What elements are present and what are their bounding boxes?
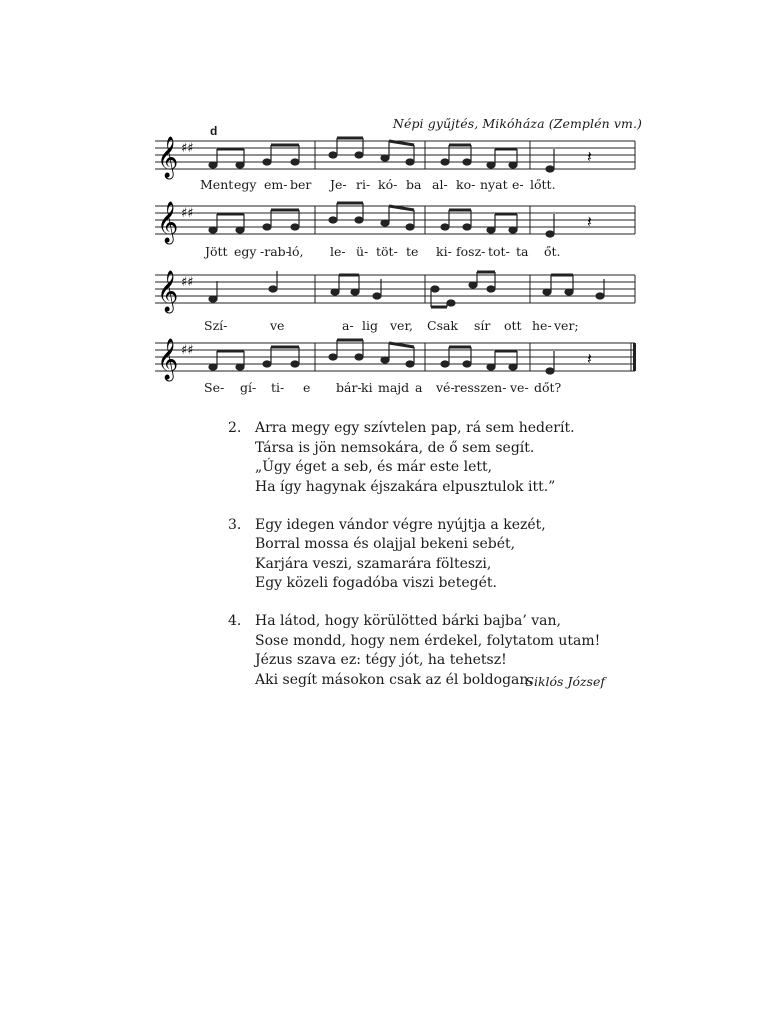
lyric-syllable: ü- bbox=[356, 244, 369, 259]
lyric-syllable: töt- bbox=[376, 244, 398, 259]
lyric-syllable: dőt? bbox=[534, 380, 562, 395]
verse-line: Aki segít másokon csak az él boldogan. bbox=[255, 671, 533, 688]
lyric-syllable: Csak bbox=[427, 318, 459, 333]
lyric-syllable: gí- bbox=[240, 380, 257, 395]
verses bbox=[228, 419, 648, 709]
staff-lines bbox=[155, 275, 635, 303]
quarter-rest-icon: 𝄽 bbox=[587, 349, 592, 368]
treble-clef-icon: 𝄞 bbox=[157, 271, 179, 312]
music-staff-3 bbox=[155, 269, 640, 313]
author-signature: Siklós József bbox=[525, 674, 605, 689]
source-attribution: Népi gyűjtés, Mikóháza (Zemplén vm.) bbox=[392, 116, 642, 131]
lyric-syllable: e- bbox=[512, 177, 524, 192]
staff-lines bbox=[155, 141, 635, 169]
lyric-syllable: ki bbox=[361, 380, 373, 395]
lyric-syllable: a- bbox=[342, 318, 354, 333]
key-letter: d bbox=[210, 124, 218, 138]
lyric-syllable: nyat bbox=[480, 177, 508, 192]
verse-line: Egy közeli fogadóba viszi betegét. bbox=[255, 575, 497, 591]
lyric-syllable: ló, bbox=[288, 244, 304, 259]
verse-line: Borral mossa és olajjal bekeni sebét, bbox=[255, 536, 516, 552]
music-staff-4 bbox=[155, 337, 640, 381]
lyric-syllable: Se- bbox=[204, 380, 225, 395]
key-signature-sharps: ♯♯ bbox=[181, 206, 194, 221]
verse-line: Ha így hagynak éjszakára elpusztulok itt.” bbox=[255, 478, 556, 495]
quarter-rest-icon: 𝄽 bbox=[587, 147, 592, 166]
verse-2 bbox=[228, 419, 648, 497]
lyric-syllable: Szí- bbox=[204, 318, 228, 333]
lyric-syllable: ber bbox=[290, 177, 312, 192]
key-signature-sharps: ♯♯ bbox=[181, 275, 194, 290]
verse-line: Társa is jön nemsokára, de ő sem segít. bbox=[255, 439, 535, 456]
verse-3 bbox=[228, 516, 648, 594]
lyric-syllable: le- bbox=[330, 244, 346, 259]
quarter-rest-icon: 𝄽 bbox=[587, 212, 592, 231]
lyric-syllable: em- bbox=[264, 177, 288, 192]
verse-line: Karjára veszi, szamarára fölteszi, bbox=[255, 555, 492, 572]
lyric-syllable: majd bbox=[378, 380, 410, 395]
treble-clef-icon: 𝄞 bbox=[157, 137, 179, 178]
verse-line: Egy idegen vándor végre nyújtja a kezét, bbox=[255, 516, 546, 533]
treble-clef-icon: 𝄞 bbox=[157, 202, 179, 243]
lyric-syllable: lig bbox=[362, 318, 378, 333]
lyrics-line-1 bbox=[160, 177, 640, 195]
lyric-syllable: ver, bbox=[390, 318, 414, 333]
lyric-syllable: egy bbox=[234, 244, 257, 259]
verse-line: „Úgy éget a seb, és már este lett, bbox=[255, 459, 493, 475]
treble-clef-icon: 𝄞 bbox=[157, 339, 179, 380]
lyric-syllable: Je- bbox=[330, 177, 347, 192]
lyric-syllable: resszen- bbox=[454, 380, 507, 395]
lyric-syllable: ko- bbox=[456, 177, 476, 192]
lyric-syllable: fosz- bbox=[456, 244, 486, 259]
lyric-syllable: ba bbox=[406, 177, 422, 192]
verse-number: 4. bbox=[228, 613, 242, 629]
lyric-syllable: ve bbox=[270, 318, 285, 333]
lyrics-line-2 bbox=[160, 244, 640, 262]
lyric-syllable: vé- bbox=[436, 380, 455, 395]
lyric-syllable: ver; bbox=[554, 318, 579, 333]
key-signature-sharps: ♯♯ bbox=[181, 343, 194, 358]
lyric-syllable: lőtt. bbox=[530, 177, 556, 192]
verse-number: 2. bbox=[228, 420, 242, 436]
music-staff-2 bbox=[155, 200, 640, 244]
lyrics-line-4 bbox=[160, 380, 640, 398]
lyric-syllable: ta bbox=[516, 244, 529, 259]
lyric-syllable: ri- bbox=[356, 177, 371, 192]
lyric-syllable: Ment bbox=[200, 177, 234, 192]
lyric-syllable: ve- bbox=[510, 380, 529, 395]
lyric-syllable: ki- bbox=[436, 244, 452, 259]
lyric-syllable: tot- bbox=[488, 244, 510, 259]
staff-lines bbox=[155, 343, 635, 371]
lyric-syllable: te bbox=[406, 244, 419, 259]
verse-line: Jézus szava ez: tégy jót, ha tehetsz! bbox=[255, 652, 507, 668]
lyric-syllable: -rab- bbox=[260, 244, 290, 259]
final-barline bbox=[633, 343, 636, 371]
lyric-syllable: al- bbox=[432, 177, 448, 192]
lyric-syllable: ott bbox=[504, 318, 522, 333]
music-staff-1 bbox=[155, 135, 640, 179]
key-signature-sharps: ♯♯ bbox=[181, 141, 194, 156]
lyric-syllable: a bbox=[415, 380, 423, 395]
lyric-syllable: ti- bbox=[271, 380, 285, 395]
verse-line: Arra megy egy szívtelen pap, rá sem hederít. bbox=[255, 420, 575, 436]
lyric-syllable: sír bbox=[474, 318, 491, 333]
verse-line: Sose mondd, hogy nem érdekel, folytatom utam! bbox=[255, 632, 601, 649]
lyric-syllable: e bbox=[303, 380, 311, 395]
staff-lines bbox=[155, 206, 635, 234]
lyric-syllable: he- bbox=[532, 318, 552, 333]
lyrics-line-3 bbox=[160, 318, 640, 336]
lyric-syllable: egy bbox=[234, 177, 257, 192]
lyric-syllable: Jött bbox=[205, 244, 228, 259]
verse-number: 3. bbox=[228, 516, 242, 533]
lyric-syllable: bár- bbox=[336, 380, 362, 395]
lyric-syllable: kó- bbox=[378, 177, 398, 192]
lyric-syllable: őt. bbox=[544, 244, 561, 259]
verse-line: Ha látod, hogy körülötted bárki bajba’ van, bbox=[255, 613, 561, 629]
